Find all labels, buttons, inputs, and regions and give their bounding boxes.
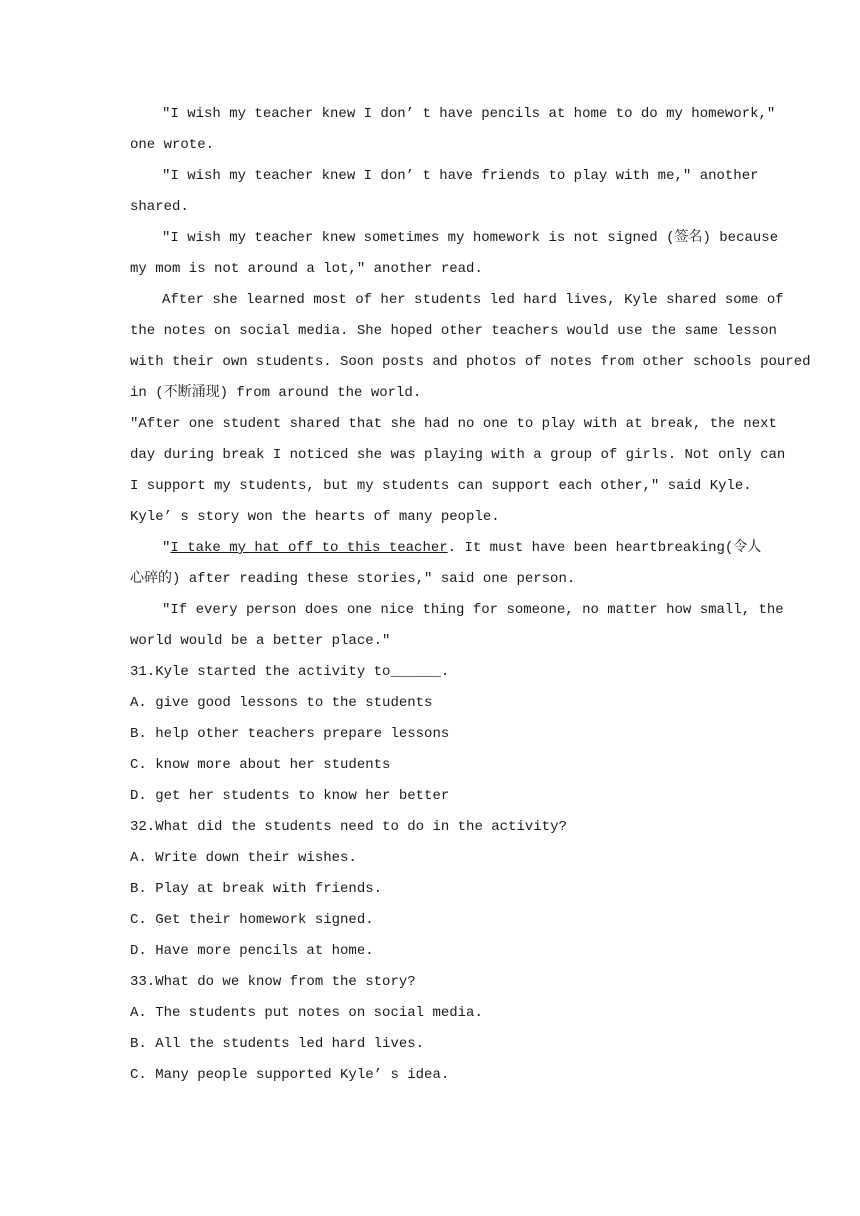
question-32-stem: 32.What did the students need to do in the activity? <box>130 819 567 835</box>
question-31-option-d: D. get her students to know her better <box>130 788 450 804</box>
question-33-stem: 33.What do we know from the story? <box>130 974 416 990</box>
question-32-option-c: C. Get their homework signed. <box>130 912 374 928</box>
paragraph-7-line-2: world would be a better place." <box>130 633 391 649</box>
question-32-option-d: D. Have more pencils at home. <box>130 943 374 959</box>
paragraph-2-line-1: "I wish my teacher knew I don’ t have friends to play with me," another <box>162 168 759 184</box>
paragraph-4-line-3: with their own students. Soon posts and photos of notes from other schools poured <box>130 354 811 370</box>
paragraph-5-line-1: "After one student shared that she had no one to play with at break, the next <box>130 416 777 432</box>
paragraph-5-line-4: Kyle’ s story won the hearts of many people. <box>130 509 500 525</box>
question-33-option-c: C. Many people supported Kyle’ s idea. <box>130 1067 450 1083</box>
question-33-option-b: B. All the students led hard lives. <box>130 1036 425 1052</box>
paragraph-2-line-2: shared. <box>130 199 189 215</box>
paragraph-5-line-3: I support my students, but my students can support each other," said Kyle. <box>130 478 752 494</box>
paragraph-1-line-2: one wrote. <box>130 137 215 153</box>
open-quote: " <box>162 540 171 556</box>
paragraph-4-line-4: in (不断涌现) from around the world. <box>130 385 422 401</box>
question-33-option-a: A. The students put notes on social media. <box>130 1005 483 1021</box>
paragraph-7-line-1: "If every person does one nice thing for someone, no matter how small, the <box>162 602 784 618</box>
question-32-option-b: B. Play at break with friends. <box>130 881 383 897</box>
paragraph-4-line-1: After she learned most of her students led hard lives, Kyle shared some of <box>162 292 784 308</box>
question-31-option-a: A. give good lessons to the students <box>130 695 433 711</box>
paragraph-6-line-1-rest: . It must have been heartbreaking(令人 <box>447 540 762 556</box>
paragraph-5-line-2: day during break I noticed she was playing with a group of girls. Not only can <box>130 447 786 463</box>
question-32-option-a: A. Write down their wishes. <box>130 850 357 866</box>
question-31-option-c: C. know more about her students <box>130 757 391 773</box>
paragraph-3-line-1: "I wish my teacher knew sometimes my homework is not signed (签名) because <box>162 230 779 246</box>
question-31-stem: 31.Kyle started the activity to______. <box>130 664 450 680</box>
paragraph-4-line-2: the notes on social media. She hoped other teachers would use the same lesson <box>130 323 777 339</box>
paragraph-6-line-2: 心碎的) after reading these stories," said one person. <box>130 571 576 587</box>
paragraph-3-line-2: my mom is not around a lot," another read. <box>130 261 483 277</box>
paragraph-1-line-1: "I wish my teacher knew I don’ t have pencils at home to do my homework," <box>162 106 776 122</box>
underlined-phrase: I take my hat off to this teacher <box>170 540 448 556</box>
reading-passage <box>130 99 811 1091</box>
question-31-option-b: B. help other teachers prepare lessons <box>130 726 450 742</box>
paragraph-6-line-1 <box>130 533 762 564</box>
